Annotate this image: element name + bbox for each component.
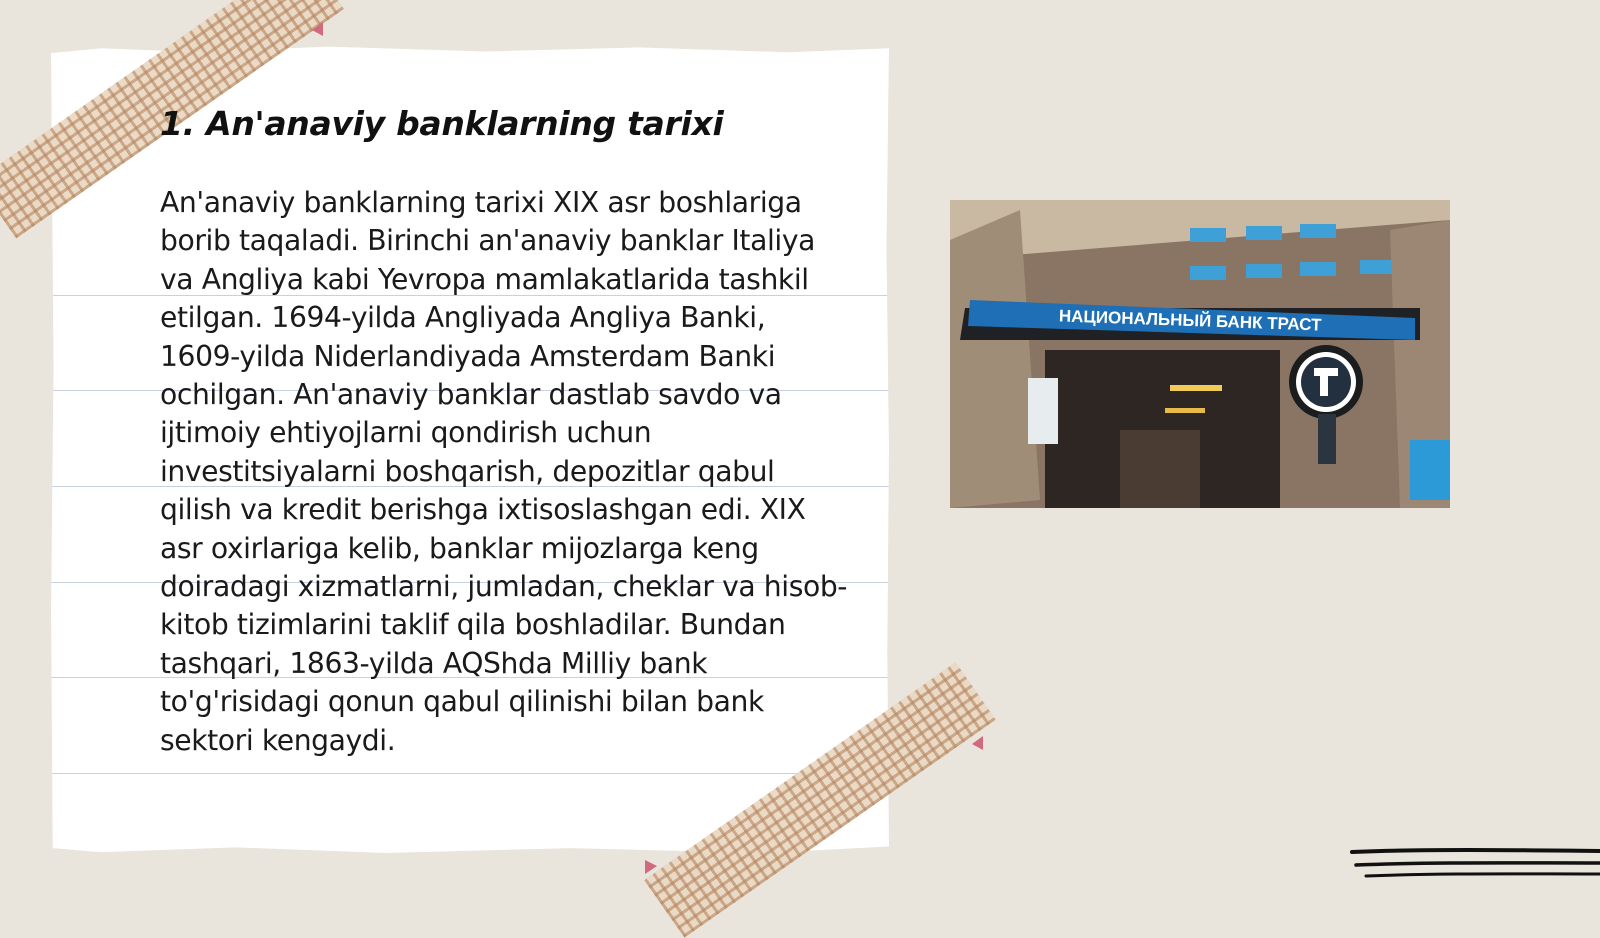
slide-title: 1. An'anaviy banklarning tarixi — [160, 104, 724, 143]
tape-corner — [645, 860, 657, 874]
bank-building-photo — [950, 200, 1450, 508]
decorative-scribble — [1350, 848, 1600, 888]
tape-corner — [972, 736, 983, 750]
ruled-line — [51, 773, 889, 774]
bank-sign-text: НАЦИОНАЛЬНЫЙ БАНК ТРАСТ — [1058, 306, 1322, 335]
slide-body-text: An'anaviy banklarning tarixi XIX asr boshlariga borib taqaladi. Birinchi an'anaviy banklar Italiya va Angliya kabi Yevropa mamlakatlarida tashkil etilgan. 1694-yilda Angliyada Angliya Banki, 1609-yilda Niderlandiyada Amsterdam Banki ochilgan. An'anaviy banklar dastlab savdo va ijtimoiy ehtiyojlarni qondirish uchun investitsiyalarni boshqarish, depozitlar qabul qilish va kredit berishga ixtisoslashgan edi. XIX asr oxirlariga kelib, banklar mijozlarga keng doiradagi xizmatlarni, jumladan, cheklar va hisob-kitob tizimlarini taklif qila boshladilar. Bundan tashqari, 1863-yilda AQShda Milliy bank to'g'risidagi qonun qabul qilinishi bilan bank sektori kengaydi. — [160, 186, 848, 757]
tape-corner — [312, 22, 323, 36]
